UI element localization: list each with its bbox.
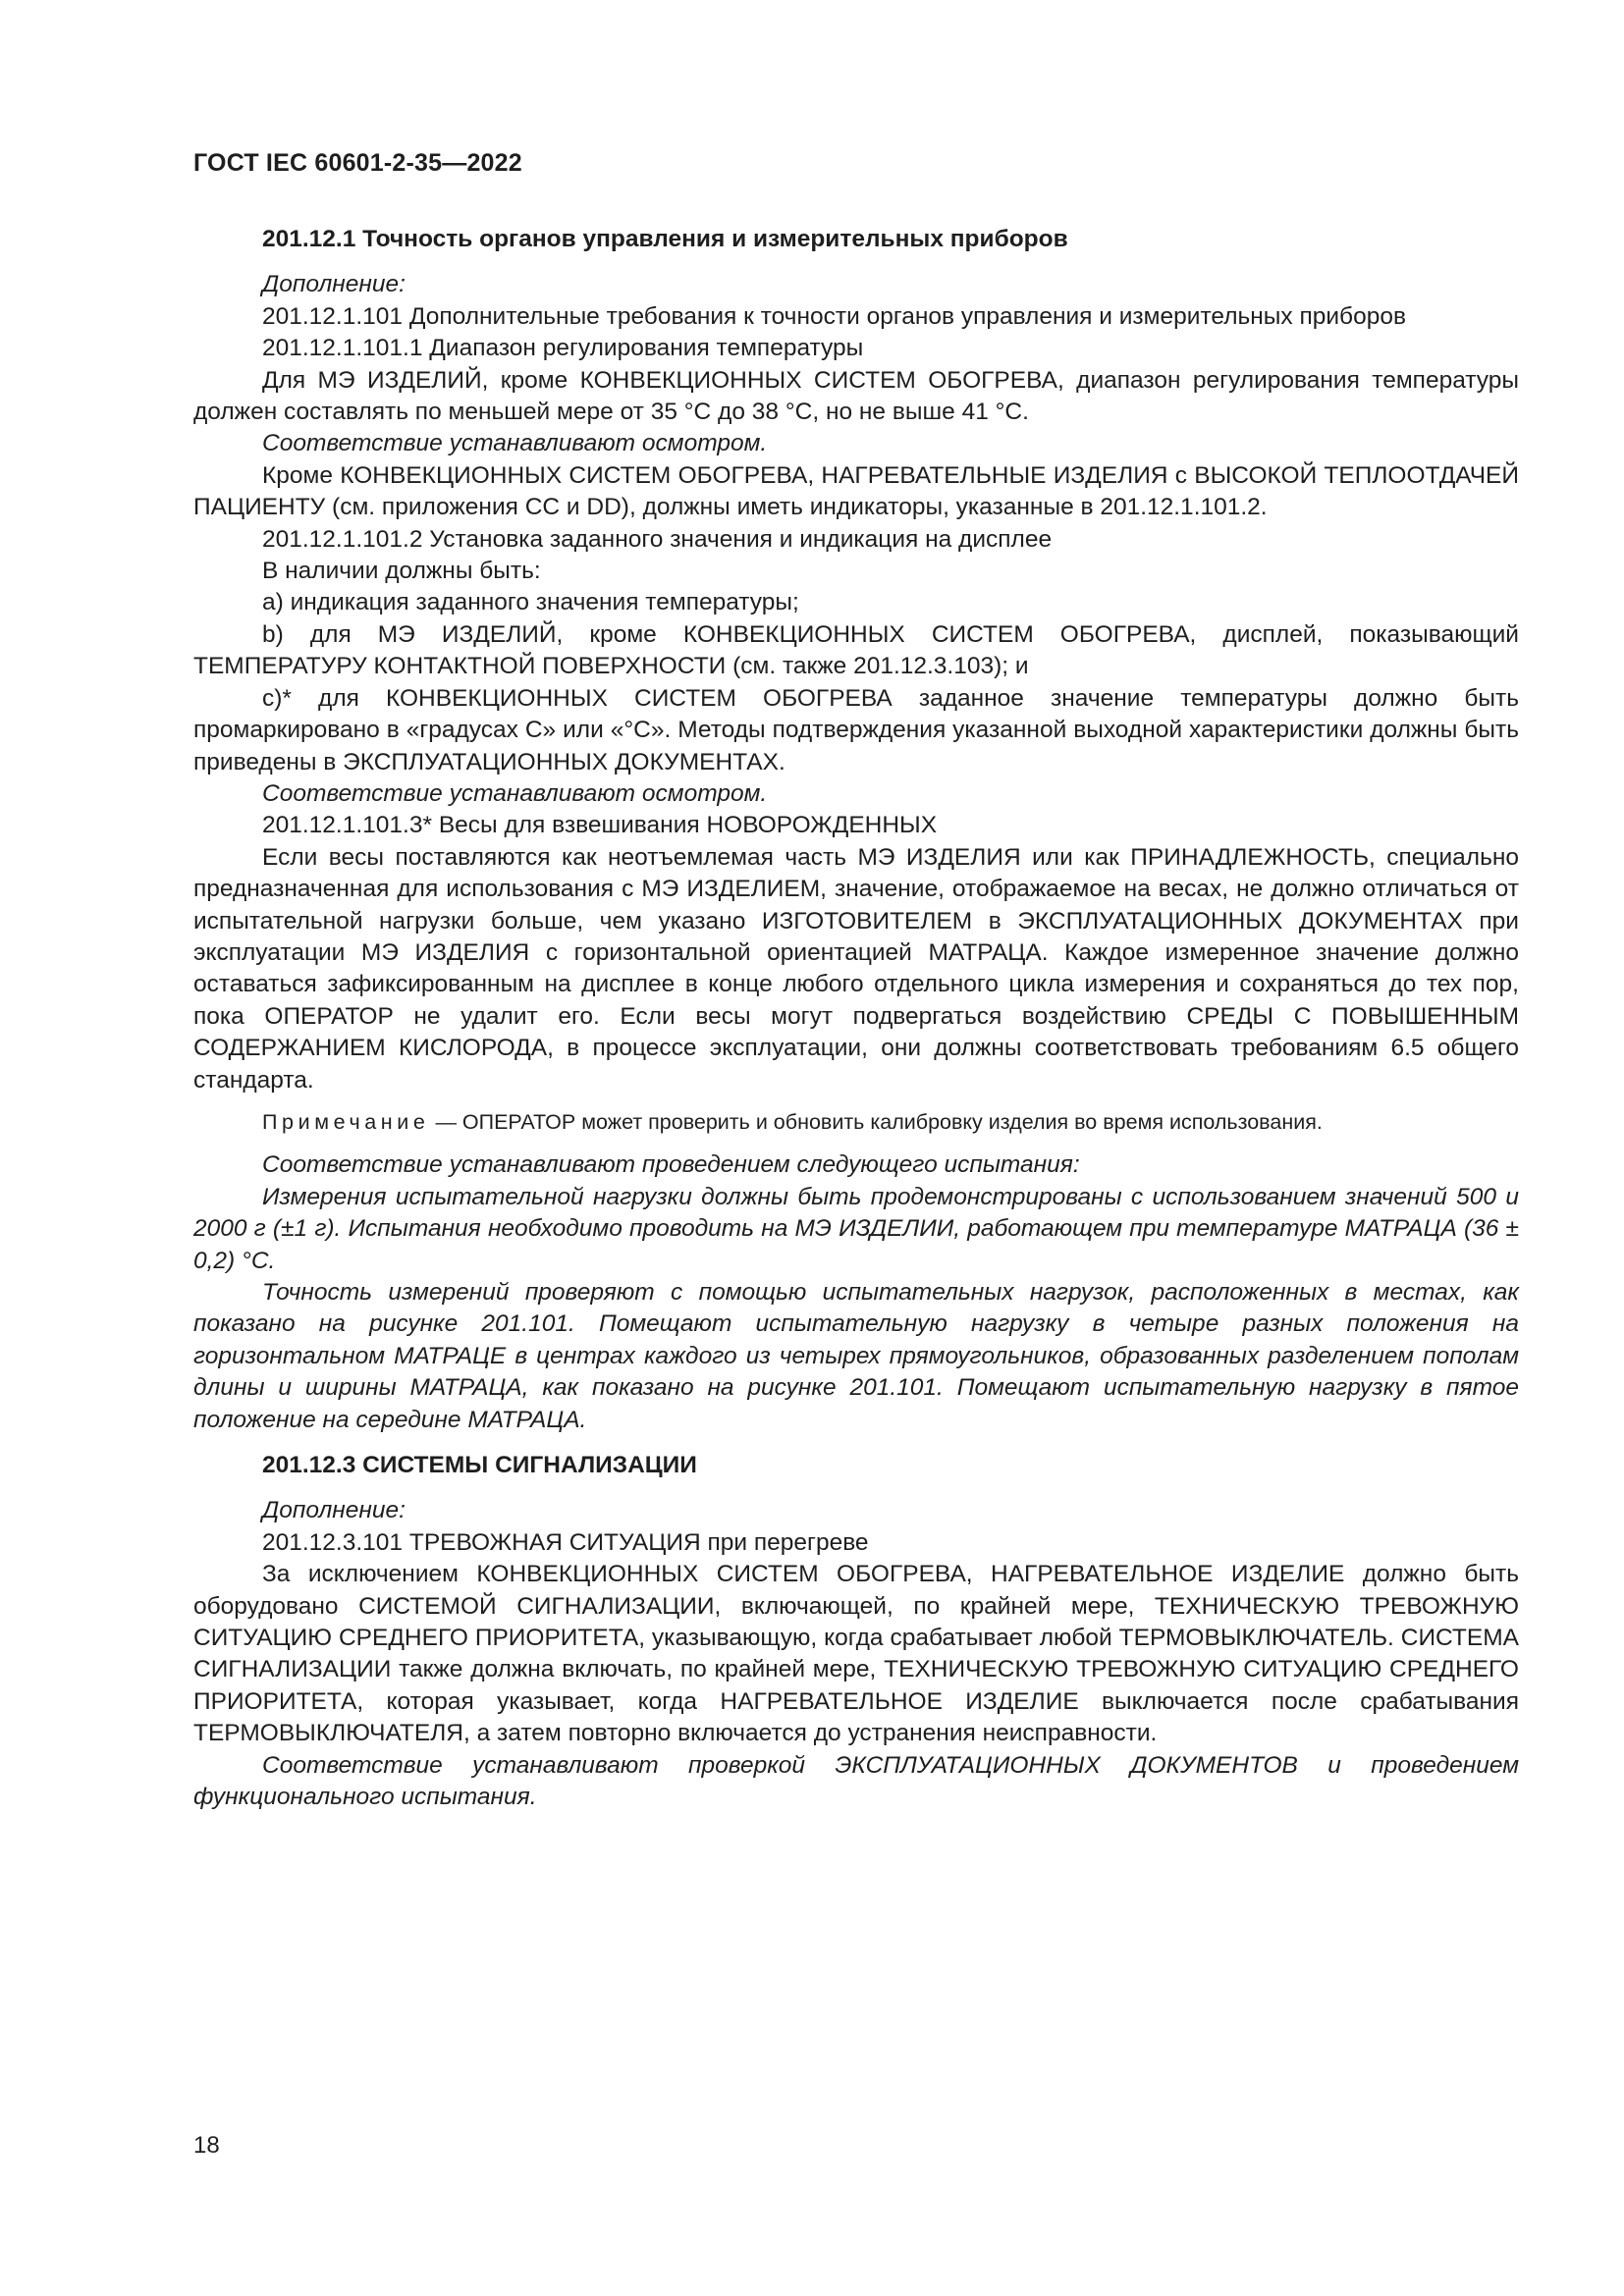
list-item: b) для МЭ ИЗДЕЛИЙ, кроме КОНВЕКЦИОННЫХ СИСТЕМ ОБОГРЕВА, дисплей, показывающий ТЕМПЕРАТУРУ КОНТАКТНОЙ ПОВЕРХНОСТИ (см. также 201.12.3.103); и xyxy=(193,620,1519,680)
body-paragraph: За исключением КОНВЕКЦИОННЫХ СИСТЕМ ОБОГРЕВА, НАГРЕВАТЕЛЬНОЕ ИЗДЕЛИЕ должно быть оборудовано СИСТЕМОЙ СИГНАЛИЗАЦИИ, включающей, по крайней мере, ТЕХНИЧЕСКУЮ ТРЕВОЖНУЮ СИТУАЦИЮ СРЕДНЕГО ПРИОРИТЕТА, указывающую, когда срабатывает любой ТЕРМОВЫКЛЮЧАТЕЛЬ. СИСТЕМА СИГНАЛИЗАЦИИ также должна включать, по крайней мере, ТЕХНИЧЕСКУЮ ТРЕВОЖНУЮ СИТУАЦИЮ СРЕДНЕГО ПРИОРИТЕТА, которая указывает, когда НАГРЕВАТЕЛЬНОЕ ИЗДЕЛИЕ выключается после срабатывания ТЕРМОВЫКЛЮЧАТЕЛЯ, а затем повторно включается до устранения неисправности. xyxy=(193,1561,1519,1747)
body-paragraph: В наличии должны быть: xyxy=(262,558,541,585)
addition-label: Дополнение: xyxy=(262,271,406,298)
section-heading: 201.12.1 Точность органов управления и измерительных приборов xyxy=(262,226,1068,252)
page-content xyxy=(193,224,1519,1814)
compliance-statement: Соответствие устанавливают осмотром. xyxy=(262,779,768,807)
subclause-title: 201.12.3.101 ТРЕВОЖНАЯ СИТУАЦИЯ при перегреве xyxy=(262,1528,869,1556)
document-code-header: ГОСТ IEC 60601-2-35—2022 xyxy=(193,149,522,177)
body-paragraph: Кроме КОНВЕКЦИОННЫХ СИСТЕМ ОБОГРЕВА, НАГРЕВАТЕЛЬНЫЕ ИЗДЕЛИЯ с ВЫСОКОЙ ТЕПЛООТДАЧЕЙ ПАЦИЕНТУ (см. приложения СС и DD), должны иметь индикаторы, указанные в 201.12.1.101.2. xyxy=(193,461,1519,521)
addition-label: Дополнение: xyxy=(262,1497,406,1524)
note-label: Примечание xyxy=(262,1109,430,1134)
page-number: 18 xyxy=(193,2132,220,2159)
test-paragraph: Измерения испытательной нагрузки должны быть продемонстрированы с использованием значений 500 и 2000 г (±1 г). Испытания необходимо проводить на МЭ ИЗДЕЛИИ, работающем при температуре МАТРАЦА (36 ± 0,2) °С. xyxy=(193,1183,1519,1274)
subclause-title: 201.12.1.101.1 Диапазон регулирования температуры xyxy=(262,335,864,362)
compliance-statement: Соответствие устанавливают проведением следующего испытания: xyxy=(262,1151,1080,1179)
body-paragraph: Для МЭ ИЗДЕЛИЙ, кроме КОНВЕКЦИОННЫХ СИСТЕМ ОБОГРЕВА, диапазон регулирования температуры должен составлять по меньшей мере от 35 °С до 38 °С, но не выше 41 °С. xyxy=(193,366,1519,426)
subclause-title: 201.12.1.101.3* Весы для взвешивания НОВОРОЖДЕННЫХ xyxy=(262,812,938,839)
body-paragraph: Если весы поставляются как неотъемлемая часть МЭ ИЗДЕЛИЯ или как ПРИНАДЛЕЖНОСТЬ, специально предназначенная для использования с МЭ ИЗДЕЛИЕМ, значение, отображаемое на весах, не должно отличаться от испытательной нагрузки больше, чем указано ИЗГОТОВИТЕЛЕМ в ЭКСПЛУАТАЦИОННЫХ ДОКУМЕНТАХ при эксплуатации МЭ ИЗДЕЛИЯ с горизонтальной ориентацией МАТРАЦА. Каждое измеренное значение должно оставаться зафиксированным на дисплее в конце любого отдельного цикла измерения и сохраняться до тех пор, пока ОПЕРАТОР не удалит его. Если весы могут подвергаться воздействию СРЕДЫ С ПОВЫШЕННЫМ СОДЕРЖАНИЕМ КИСЛОРОДА, в процессе эксплуатации, они должны соответствовать требованиям 6.5 общего стандарта. xyxy=(193,843,1519,1094)
note-text: — ОПЕРАТОР может проверить и обновить калибровку изделия во время использования. xyxy=(435,1109,1323,1134)
compliance-statement: Соответствие устанавливают проверкой ЭКСПЛУАТАЦИОННЫХ ДОКУМЕНТОВ и проведением функционального испытания. xyxy=(193,1751,1519,1811)
note xyxy=(193,1106,1519,1138)
list-item: a) индикация заданного значения температуры; xyxy=(262,589,799,616)
test-paragraph: Точность измерений проверяют с помощью испытательных нагрузок, расположенных в местах, как показано на рисунке 201.101. Помещают испытательную нагрузку в четыре разных положения на горизонтальном МАТРАЦЕ в центрах каждого из четырех прямоугольников, образованных разделением пополам длины и ширины МАТРАЦА, как показано на рисунке 201.101. Помещают испытательную нагрузку в пятое положение на середине МАТРАЦА. xyxy=(193,1279,1519,1433)
list-item: c)* для КОНВЕКЦИОННЫХ СИСТЕМ ОБОГРЕВА заданное значение температуры должно быть промаркировано в «градусах С» или «°С». Методы подтверждения указанной выходной характеристики должны быть приведены в ЭКСПЛУАТАЦИОННЫХ ДОКУМЕНТАХ. xyxy=(193,684,1519,775)
compliance-statement: Соответствие устанавливают осмотром. xyxy=(262,430,768,457)
section-heading: 201.12.3 СИСТЕМЫ СИГНАЛИЗАЦИИ xyxy=(262,1452,697,1479)
clause-title: 201.12.1.101 Дополнительные требования к точности органов управления и измерительных приборов xyxy=(262,302,1406,330)
subclause-title: 201.12.1.101.2 Установка заданного значения и индикация на дисплее xyxy=(262,525,1053,553)
